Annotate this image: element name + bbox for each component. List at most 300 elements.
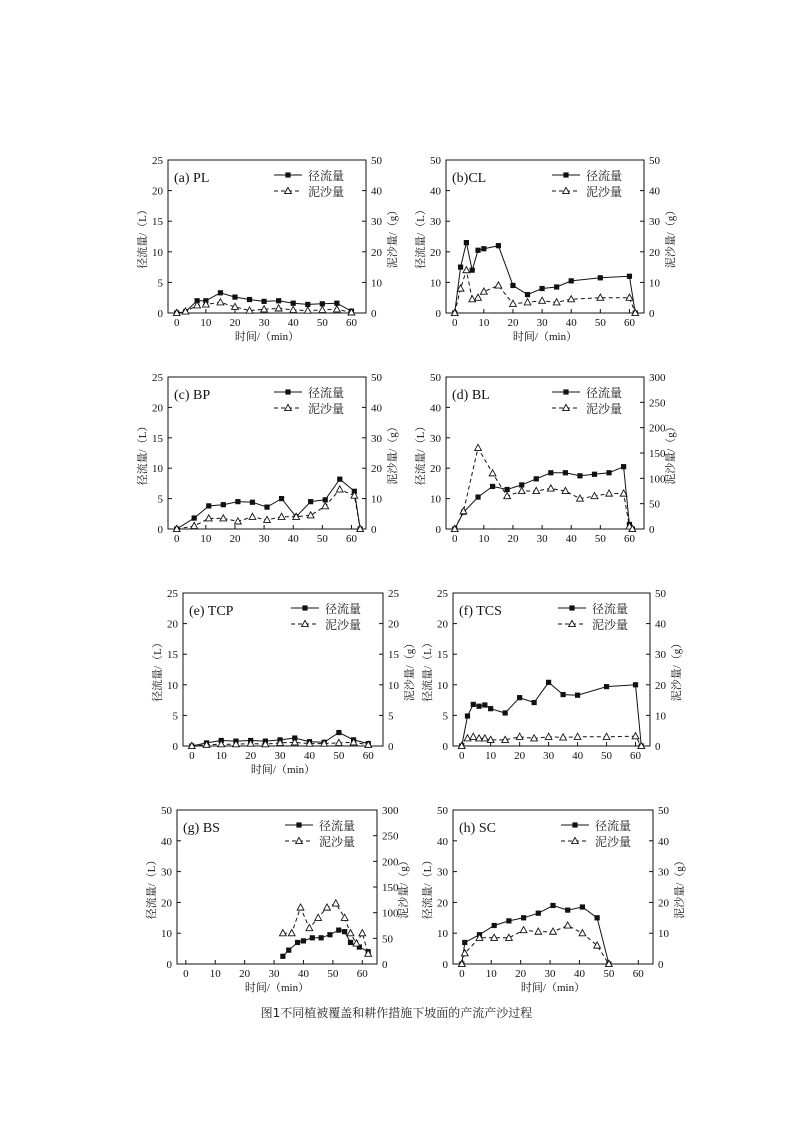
data-point-runoff (539, 286, 544, 291)
data-point-runoff (577, 473, 582, 478)
x-tick-label: 50 (316, 317, 328, 329)
x-tick-label: 40 (303, 750, 315, 762)
x-tick-label: 50 (333, 750, 345, 762)
y-axis-label: 径流量/（L） (137, 420, 149, 486)
y-tick-label: 0 (157, 524, 163, 536)
data-point-runoff (604, 684, 609, 689)
data-point-runoff (337, 477, 342, 482)
y2-tick-label: 5 (388, 710, 394, 723)
data-point-runoff (532, 700, 537, 705)
y2-tick-label: 20 (388, 618, 399, 631)
y2-tick-label: 0 (655, 741, 661, 753)
x-tick-label: 40 (573, 968, 585, 980)
legend-label: 泥沙量 (308, 185, 345, 199)
legend-label: 泥沙量 (586, 402, 623, 416)
data-point-runoff (264, 505, 269, 510)
y-tick-label: 0 (442, 959, 448, 971)
y2-axis-label: 泥沙量/（g） (398, 855, 410, 919)
y2-tick-label: 30 (655, 649, 666, 662)
x-tick-label: 0 (173, 317, 180, 329)
y-tick-label: 15 (152, 216, 163, 229)
legend-marker (563, 172, 568, 177)
x-axis-label: 时间/（min） (250, 764, 316, 776)
y-axis-label: 径流量/（L） (146, 854, 158, 920)
y2-tick-label: 40 (649, 185, 660, 198)
y2-tick-label: 10 (388, 679, 399, 692)
data-point-runoff (319, 935, 324, 940)
x-tick-label: 0 (183, 968, 189, 980)
data-point-runoff (496, 243, 501, 248)
chart-panel (420, 805, 686, 994)
x-tick-label: 50 (594, 317, 606, 329)
x-tick-label: 20 (507, 533, 519, 545)
data-point-sediment (297, 904, 304, 910)
data-point-runoff (286, 948, 291, 953)
data-point-sediment (545, 733, 552, 739)
data-point-sediment (469, 296, 476, 302)
legend-marker (569, 605, 574, 610)
x-tick-label: 60 (623, 533, 635, 545)
data-point-sediment (579, 930, 586, 936)
y2-tick-label: 250 (382, 830, 399, 843)
figure-caption: 图1不同植被覆盖和耕作措施下坡面的产流产沙过程 (260, 1006, 533, 1020)
data-point-runoff (627, 274, 632, 279)
data-point-runoff (192, 515, 197, 520)
legend-marker (302, 605, 307, 610)
x-tick-label: 20 (229, 533, 241, 545)
y2-axis-label: 泥沙量/（g） (674, 855, 686, 919)
x-tick-label: 50 (594, 533, 606, 545)
data-point-runoff (348, 940, 353, 945)
y2-tick-label: 10 (371, 493, 382, 506)
x-axis-label: 时间/（min） (520, 982, 586, 994)
legend-marker (563, 389, 568, 394)
y-tick-label: 40 (437, 835, 448, 848)
legend-label: 泥沙量 (595, 835, 632, 849)
y2-tick-label: 150 (382, 882, 399, 894)
data-point-sediment (470, 733, 477, 739)
data-point-sediment (275, 305, 282, 311)
panel-label: (g) BS (183, 821, 220, 836)
data-point-runoff (536, 911, 541, 916)
legend-label: 径流量 (586, 386, 623, 400)
y-tick-label: 25 (152, 155, 163, 167)
data-point-runoff (280, 954, 285, 959)
data-point-sediment (480, 288, 487, 294)
x-tick-label: 60 (345, 533, 357, 545)
y-axis-label: 径流量/（L） (137, 204, 149, 269)
data-point-sediment (568, 296, 575, 302)
x-tick-label: 20 (245, 750, 257, 762)
y2-tick-label: 0 (382, 959, 388, 971)
x-tick-label: 10 (215, 750, 227, 762)
y-axis-label: 径流量/（L） (152, 637, 164, 702)
x-tick-label: 20 (229, 317, 241, 329)
legend-label: 径流量 (308, 169, 345, 183)
legend-label: 泥沙量 (592, 618, 629, 632)
data-point-sediment (359, 930, 366, 936)
data-point-sediment (539, 297, 546, 303)
data-point-runoff (206, 503, 211, 508)
data-point-sediment (249, 513, 256, 519)
data-point-sediment (481, 735, 488, 741)
data-point-sediment (547, 485, 554, 491)
data-point-sediment (606, 490, 613, 496)
legend-label: 泥沙量 (325, 618, 362, 632)
y2-tick-label: 30 (658, 866, 669, 879)
data-point-sediment (205, 515, 212, 521)
data-point-sediment (353, 940, 360, 946)
x-tick-label: 10 (478, 533, 490, 545)
y-tick-label: 5 (157, 277, 163, 290)
x-tick-label: 0 (451, 317, 458, 329)
data-point-runoff (560, 692, 565, 697)
y-tick-label: 20 (152, 402, 163, 415)
data-point-runoff (232, 294, 237, 299)
y-tick-label: 0 (172, 741, 178, 753)
x-axis-label: 时间/（min） (234, 331, 300, 343)
series-line (455, 448, 633, 529)
y2-tick-label: 20 (658, 897, 669, 910)
y2-tick-label: 250 (649, 397, 666, 410)
y2-tick-label: 25 (388, 588, 399, 600)
legend-label: 泥沙量 (586, 185, 623, 199)
data-point-runoff (633, 682, 638, 687)
data-point-sediment (315, 914, 322, 920)
y-tick-label: 25 (167, 588, 178, 600)
legend-label: 泥沙量 (308, 402, 345, 416)
legend-marker (285, 172, 290, 177)
legend-marker (285, 389, 290, 394)
data-point-runoff (308, 499, 313, 504)
y2-tick-label: 200 (382, 856, 399, 869)
data-point-runoff (517, 695, 522, 700)
data-point-runoff (621, 464, 626, 469)
y-tick-label: 20 (167, 618, 178, 631)
x-tick-label: 30 (274, 750, 286, 762)
y-tick-label: 0 (435, 524, 441, 536)
x-axis-label: 时间/（min） (244, 982, 310, 994)
data-point-runoff (554, 284, 559, 289)
data-point-sediment (290, 306, 297, 312)
x-tick-label: 10 (485, 750, 497, 762)
data-point-sediment (520, 927, 527, 933)
x-tick-label: 0 (451, 533, 458, 545)
data-point-runoff (276, 298, 281, 303)
data-point-sediment (550, 928, 557, 934)
chart-panel (413, 372, 677, 545)
y2-tick-label: 0 (371, 524, 377, 536)
data-point-sediment (475, 444, 482, 450)
y2-axis-label: 泥沙量/（g） (665, 421, 677, 485)
y2-tick-label: 50 (382, 933, 393, 946)
x-tick-label: 60 (362, 750, 374, 762)
y2-axis-label: 泥沙量/（g） (665, 204, 677, 269)
y2-tick-label: 100 (382, 907, 399, 920)
y-tick-label: 20 (161, 897, 172, 910)
legend-label: 径流量 (308, 386, 345, 400)
y2-tick-label: 0 (388, 741, 394, 753)
x-tick-label: 0 (173, 533, 180, 545)
x-tick-label: 30 (536, 317, 548, 329)
data-point-runoff (235, 499, 240, 504)
data-point-sediment (341, 914, 348, 920)
data-point-runoff (279, 496, 284, 501)
x-tick-label: 40 (287, 533, 299, 545)
panel-label: (d) BL (452, 388, 490, 403)
data-point-runoff (569, 278, 574, 283)
y2-axis-label: 泥沙量/（g） (404, 637, 416, 702)
x-tick-label: 40 (565, 533, 577, 545)
data-point-runoff (521, 915, 526, 920)
x-tick-label: 30 (258, 533, 270, 545)
y-tick-label: 10 (430, 277, 441, 290)
data-point-runoff (565, 908, 570, 913)
y-tick-label: 0 (157, 308, 163, 320)
y2-tick-label: 200 (649, 422, 666, 435)
data-point-sediment (288, 930, 295, 936)
data-point-runoff (342, 929, 347, 934)
data-point-sediment (518, 487, 525, 493)
y2-tick-label: 100 (649, 473, 666, 486)
data-point-runoff (295, 940, 300, 945)
x-tick-label: 10 (200, 317, 212, 329)
y-tick-label: 50 (430, 372, 441, 384)
data-point-runoff (470, 268, 475, 273)
y2-tick-label: 40 (655, 618, 666, 631)
x-tick-label: 40 (287, 317, 299, 329)
data-point-runoff (592, 472, 597, 477)
y2-tick-label: 300 (382, 805, 399, 817)
data-point-sediment (516, 733, 523, 739)
x-tick-label: 10 (478, 317, 490, 329)
x-tick-label: 10 (485, 968, 497, 980)
y-tick-label: 40 (161, 835, 172, 848)
y-tick-label: 30 (161, 866, 172, 879)
data-point-sediment (307, 512, 314, 518)
panel-label: (c) BP (174, 388, 211, 403)
data-point-runoff (462, 940, 467, 945)
y-tick-label: 20 (152, 185, 163, 198)
y-tick-label: 20 (430, 246, 441, 259)
y2-tick-label: 40 (371, 185, 382, 198)
y2-tick-label: 50 (371, 372, 382, 384)
legend-label: 径流量 (592, 602, 629, 616)
y2-axis-label: 泥沙量/（g） (671, 637, 683, 702)
x-tick-label: 30 (543, 750, 555, 762)
x-tick-label: 50 (327, 968, 339, 980)
series-line (462, 926, 609, 965)
y-tick-label: 15 (167, 649, 178, 662)
y2-tick-label: 20 (655, 679, 666, 692)
data-point-runoff (510, 283, 515, 288)
x-tick-label: 10 (209, 968, 221, 980)
data-point-runoff (218, 290, 223, 295)
x-axis-label: 时间/（min） (512, 331, 578, 343)
data-point-sediment (322, 503, 329, 509)
x-tick-label: 20 (515, 968, 527, 980)
data-point-runoff (488, 706, 493, 711)
y2-axis-label: 泥沙量/（g） (387, 204, 399, 269)
y-tick-label: 10 (152, 246, 163, 259)
data-point-runoff (546, 680, 551, 685)
y-tick-label: 25 (437, 588, 448, 600)
y2-tick-label: 50 (649, 498, 660, 511)
data-point-runoff (475, 248, 480, 253)
series-line (455, 467, 633, 529)
x-tick-label: 50 (603, 968, 615, 980)
y-tick-label: 50 (430, 155, 441, 167)
data-point-runoff (476, 704, 481, 709)
data-point-runoff (327, 932, 332, 937)
data-point-sediment (279, 930, 286, 936)
y-tick-label: 50 (161, 805, 172, 817)
y-tick-label: 10 (152, 463, 163, 476)
legend-label: 径流量 (586, 169, 623, 183)
data-point-sediment (217, 299, 224, 305)
y2-tick-label: 300 (649, 372, 666, 384)
data-point-runoff (595, 915, 600, 920)
x-tick-label: 20 (514, 750, 526, 762)
data-point-runoff (250, 500, 255, 505)
x-tick-label: 20 (507, 317, 519, 329)
data-point-sediment (333, 306, 340, 312)
y-tick-label: 5 (442, 710, 448, 723)
y2-tick-label: 10 (655, 710, 666, 723)
legend-label: 径流量 (325, 602, 362, 616)
x-tick-label: 10 (200, 533, 212, 545)
panel-label: (a) PL (174, 171, 210, 186)
data-point-sediment (464, 735, 471, 741)
x-tick-label: 60 (345, 317, 357, 329)
data-point-runoff (481, 246, 486, 251)
y-tick-label: 15 (437, 649, 448, 662)
data-point-sediment (495, 282, 502, 288)
x-tick-label: 0 (189, 750, 195, 762)
y2-tick-label: 20 (371, 246, 382, 259)
legend-label: 径流量 (319, 819, 356, 833)
y2-tick-label: 30 (649, 216, 660, 229)
chart-panel (135, 155, 399, 343)
data-point-runoff (506, 918, 511, 923)
y-axis-label: 径流量/（L） (422, 637, 434, 702)
y2-tick-label: 30 (371, 216, 382, 229)
y-tick-label: 50 (437, 805, 448, 817)
data-point-runoff (247, 297, 252, 302)
x-tick-label: 40 (572, 750, 584, 762)
legend-label: 径流量 (595, 819, 632, 833)
x-tick-label: 30 (544, 968, 556, 980)
x-tick-label: 30 (536, 533, 548, 545)
data-point-runoff (563, 470, 568, 475)
y-tick-label: 20 (437, 897, 448, 910)
data-point-sediment (319, 306, 326, 312)
y2-tick-label: 15 (388, 649, 399, 662)
y2-tick-label: 50 (658, 805, 669, 817)
x-tick-label: 40 (565, 317, 577, 329)
data-point-runoff (465, 713, 470, 718)
legend-marker (572, 822, 577, 827)
legend-marker (296, 822, 301, 827)
data-point-sediment (476, 735, 483, 741)
y2-tick-label: 50 (655, 588, 666, 600)
x-tick-label: 50 (316, 533, 328, 545)
data-point-sediment (336, 486, 343, 492)
y-tick-label: 10 (161, 928, 172, 941)
data-point-runoff (503, 710, 508, 715)
chart-panel (150, 588, 416, 776)
data-point-runoff (606, 470, 611, 475)
data-point-runoff (550, 903, 555, 908)
y2-tick-label: 50 (371, 155, 382, 167)
x-tick-label: 60 (356, 968, 368, 980)
y-tick-label: 10 (167, 679, 178, 692)
y2-tick-label: 50 (649, 155, 660, 167)
data-point-sediment (574, 733, 581, 739)
data-point-sediment (535, 928, 542, 934)
data-point-sediment (191, 522, 198, 528)
x-tick-label: 0 (458, 750, 465, 762)
y2-tick-label: 0 (649, 308, 655, 320)
data-point-sediment (306, 924, 313, 930)
y2-tick-label: 40 (658, 835, 669, 848)
y2-tick-label: 0 (649, 524, 655, 536)
x-tick-label: 20 (239, 968, 251, 980)
chart-panel (144, 805, 410, 994)
data-point-sediment (632, 733, 639, 739)
y-tick-label: 30 (437, 866, 448, 879)
y2-tick-label: 0 (371, 308, 377, 320)
y-axis-label: 径流量/（L） (422, 854, 434, 920)
y-tick-label: 20 (430, 463, 441, 476)
y2-tick-label: 10 (371, 277, 382, 290)
x-tick-label: 30 (258, 317, 270, 329)
data-point-runoff (492, 923, 497, 928)
data-point-runoff (458, 265, 463, 270)
y-axis-label: 径流量/（L） (415, 204, 427, 269)
y-tick-label: 0 (435, 308, 441, 320)
series-line (462, 906, 609, 965)
x-tick-label: 50 (601, 750, 613, 762)
data-point-runoff (505, 487, 510, 492)
chart-panel (413, 155, 677, 343)
y-tick-label: 0 (442, 741, 448, 753)
data-point-runoff (475, 494, 480, 499)
data-point-sediment (332, 900, 339, 906)
y2-axis-label: 泥沙量/（g） (387, 421, 399, 485)
data-point-runoff (291, 301, 296, 306)
data-point-runoff (310, 935, 315, 940)
data-point-sediment (220, 515, 227, 521)
data-point-runoff (336, 730, 341, 735)
y-tick-label: 30 (430, 216, 441, 229)
x-tick-label: 60 (623, 317, 635, 329)
data-point-sediment (594, 942, 601, 948)
y-tick-label: 5 (157, 493, 163, 506)
data-point-sediment (524, 299, 531, 305)
data-point-runoff (301, 938, 306, 943)
data-point-runoff (221, 502, 226, 507)
y2-tick-label: 20 (371, 463, 382, 476)
panel-label: (e) TCP (189, 604, 234, 619)
panel-label: (h) SC (459, 821, 496, 836)
data-point-runoff (261, 299, 266, 304)
x-tick-label: 60 (632, 968, 644, 980)
data-point-sediment (324, 904, 331, 910)
y-tick-label: 10 (437, 928, 448, 941)
data-point-runoff (580, 904, 585, 909)
data-point-sediment (463, 267, 470, 273)
